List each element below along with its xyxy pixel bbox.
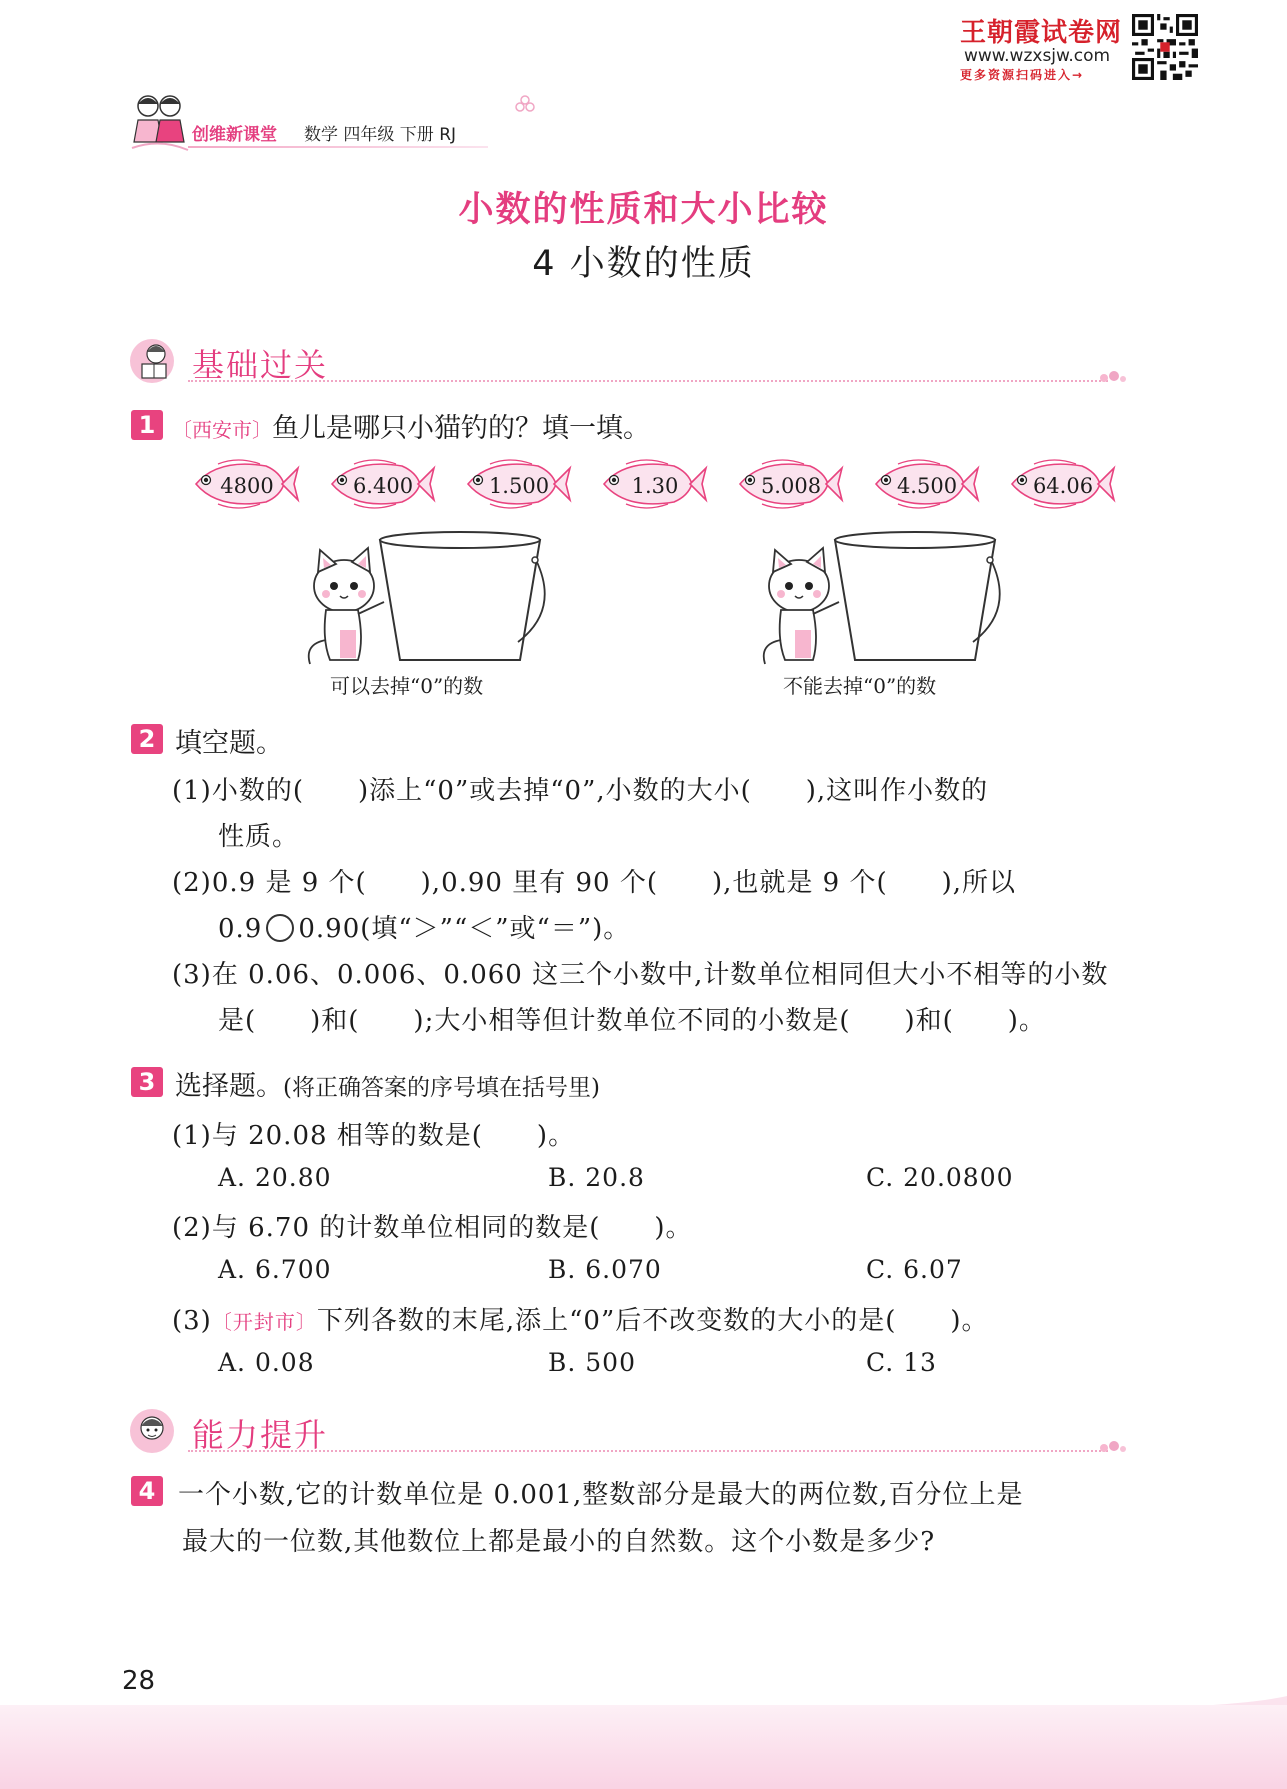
q3-2-option-c[interactable]: C. 6.07 — [866, 1255, 963, 1284]
book-header — [128, 90, 508, 160]
question-2-title: 填空题。 — [175, 728, 283, 759]
q2-line-1b: 性质。 — [218, 822, 300, 852]
q3-sub-3-text: 下列各数的末尾,添上“0”后不改变数的大小的是( )。 — [316, 1306, 989, 1336]
fish-1[interactable] — [188, 452, 300, 516]
q3-sub-2: (2)与 6.70 的计数单位相同的数是( )。 — [172, 1213, 693, 1243]
student-reading-icon — [128, 336, 180, 386]
fish-7[interactable] — [1004, 452, 1116, 516]
cat-left-icon — [309, 548, 384, 664]
section-dotted-line — [188, 380, 1108, 382]
watermark — [960, 8, 1200, 80]
fish-label: 64.06 — [1032, 474, 1094, 498]
compare-circle[interactable] — [266, 914, 294, 942]
q3-1-option-b[interactable]: B. 20.8 — [548, 1163, 645, 1192]
q2-line-2: (2)0.9 是 9 个( ),0.90 里有 90 个( ),也就是 9 个( ),所以 — [172, 868, 1017, 898]
q2-compare-left: 0.9 — [218, 914, 263, 944]
question-2-badge: 2 — [131, 724, 163, 754]
flower-deco-icon — [512, 92, 538, 118]
q2-line-1: (1)小数的( )添上“0”或去掉“0”,小数的大小( ),这叫作小数的 — [172, 776, 989, 806]
question-1-text — [172, 406, 650, 445]
cat-right-icon — [764, 548, 839, 664]
question-4-badge: 4 — [131, 1476, 163, 1506]
q3-2-option-a[interactable]: A. 6.700 — [218, 1255, 332, 1284]
section-dotted-line-2 — [188, 1450, 1108, 1452]
q3-1-option-c[interactable]: C. 20.0800 — [866, 1163, 1014, 1192]
bucket-left-label: 可以去掉“0”的数 — [330, 674, 484, 698]
fish-4[interactable] — [596, 452, 708, 516]
lesson-title: 4 小数的性质 — [532, 244, 755, 284]
student-thinking-icon — [128, 1406, 180, 1456]
bucket-right-label: 不能去掉“0”的数 — [783, 674, 937, 698]
fish-5[interactable] — [732, 452, 844, 516]
page-number: 28 — [122, 1666, 156, 1696]
fish-label: 4800 — [220, 474, 274, 498]
q4-line-1: 一个小数,它的计数单位是 0.001,整数部分是最大的两位数,百分位上是 — [178, 1480, 1024, 1510]
q3-sub-3-source: 〔开封市〕 — [211, 1310, 317, 1334]
watermark-url[interactable]: www.wzxsjw.com — [964, 46, 1111, 66]
fish-label: 4.500 — [896, 474, 958, 498]
unit-title: 小数的性质和大小比较 — [458, 190, 829, 230]
section-advanced-title: 能力提升 — [192, 1416, 329, 1454]
q2-line-3b: 是( )和( );大小相等但计数单位不同的小数是( )和( )。 — [218, 1006, 1046, 1036]
fish-label: 1.30 — [631, 474, 679, 498]
q4-line-2: 最大的一位数,其他数位上都是最小的自然数。这个小数是多少? — [182, 1527, 936, 1557]
question-3-heading: 选择题。 — [175, 1071, 283, 1102]
question-3-title — [175, 1064, 600, 1103]
question-1-prompt: 鱼儿是哪只小猫钓的？填一填。 — [272, 413, 650, 444]
q3-3-option-a[interactable]: A. 0.08 — [218, 1348, 315, 1377]
q3-sub-3 — [172, 1300, 989, 1337]
dots-deco-icon-2 — [1098, 1440, 1128, 1456]
section-basic — [128, 336, 1128, 386]
question-3-note: (将正确答案的序号填在括号里) — [283, 1075, 600, 1101]
brand-name: 创维新课堂 — [192, 125, 277, 145]
question-3-badge: 3 — [131, 1067, 163, 1097]
q3-2-option-b[interactable]: B. 6.070 — [548, 1255, 662, 1284]
bottom-band — [0, 1705, 1287, 1789]
q3-sub-3-number: (3) — [172, 1306, 212, 1336]
fish-3[interactable] — [460, 452, 572, 516]
qr-code-icon[interactable] — [1132, 14, 1198, 80]
question-1-source: 〔西安市〕 — [172, 418, 272, 442]
book-info: 数学 四年级 下册 RJ — [304, 125, 457, 145]
kids-logo-icon — [128, 90, 192, 156]
fish-label: 1.500 — [488, 474, 550, 498]
fish-2[interactable] — [324, 452, 436, 516]
fish-6[interactable] — [868, 452, 980, 516]
watermark-title: 王朝霞试卷网 — [960, 18, 1123, 48]
q3-sub-1: (1)与 20.08 相等的数是( )。 — [172, 1121, 576, 1151]
header-underline — [188, 146, 488, 148]
q2-line-2b — [218, 908, 630, 945]
section-advanced — [128, 1406, 1128, 1456]
dots-deco-icon — [1098, 370, 1128, 386]
q3-3-option-c[interactable]: C. 13 — [866, 1348, 937, 1377]
q3-3-option-b[interactable]: B. 500 — [548, 1348, 636, 1377]
q2-compare-right: 0.90(填“＞”“＜”或“＝”)。 — [298, 914, 631, 944]
fish-label: 6.400 — [352, 474, 414, 498]
q2-line-3: (3)在 0.06、0.006、0.060 这三个小数中,计数单位相同但大小不相等的小数 — [172, 960, 1109, 990]
watermark-sub: 更多资源扫码进入→ — [960, 68, 1085, 82]
section-basic-title: 基础过关 — [192, 346, 329, 384]
q3-1-option-a[interactable]: A. 20.80 — [218, 1163, 332, 1192]
fish-label: 5.008 — [760, 474, 822, 498]
question-1-badge: 1 — [131, 410, 163, 440]
